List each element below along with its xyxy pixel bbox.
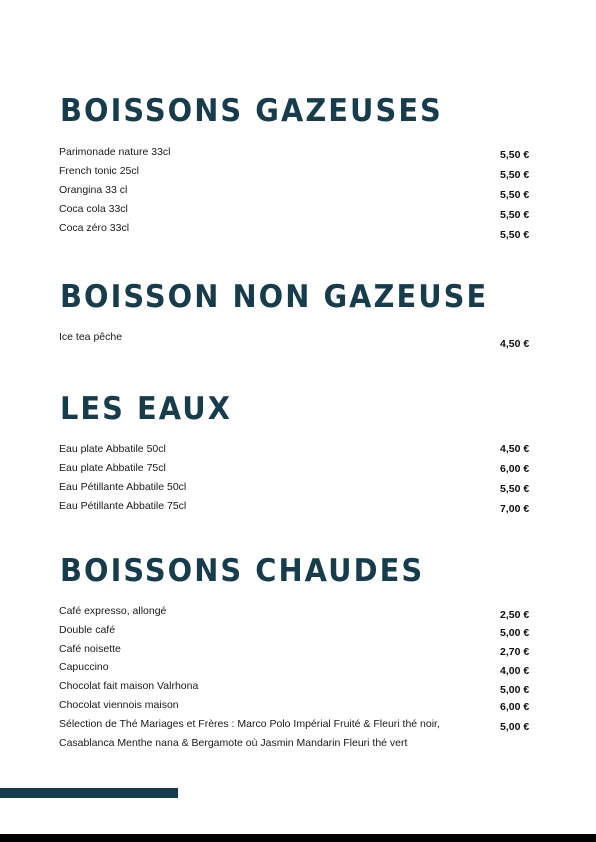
item-name: French tonic 25cl xyxy=(59,165,139,177)
item-name: Parimonade nature 33cl xyxy=(59,146,171,158)
item-name: Chocolat viennois maison xyxy=(59,699,179,711)
item-price: 5,50 € xyxy=(500,189,530,201)
item-price: 5,00 € xyxy=(500,684,530,696)
section-title-boisson-non-gazeuse: BOISSON NON GAZEUSE xyxy=(60,279,489,315)
item-name: Café expresso, allongé xyxy=(59,605,167,617)
item-price: 5,50 € xyxy=(500,149,530,161)
item-name: Double café xyxy=(59,624,116,636)
item-price: 6,00 € xyxy=(500,463,530,475)
item-price: 2,50 € xyxy=(500,609,530,621)
item-name: Sélection de Thé Mariages et Frères : Marco Polo Impérial Fruité & Fleuri thé noir, xyxy=(59,718,440,730)
item-name: Coca zéro 33cl xyxy=(59,222,130,234)
item-price: 5,50 € xyxy=(500,169,530,181)
section-title-les-eaux: LES EAUX xyxy=(60,391,232,427)
item-name: Chocolat fait maison Valrhona xyxy=(59,680,199,692)
item-price: 5,50 € xyxy=(500,229,530,241)
section-title-boissons-gazeuses: BOISSONS GAZEUSES xyxy=(60,93,443,129)
item-price: 4,50 € xyxy=(500,443,530,455)
item-name: Orangina 33 cl xyxy=(59,184,128,196)
item-name: Capuccino xyxy=(59,661,109,673)
bottom-bar xyxy=(0,834,596,842)
item-price: 5,00 € xyxy=(500,627,530,639)
item-price: 2,70 € xyxy=(500,646,530,658)
item-name: Eau Pétillante Abbatile 75cl xyxy=(59,500,187,512)
item-name: Ice tea pêche xyxy=(59,331,123,343)
item-price: 4,00 € xyxy=(500,665,530,677)
item-name: Café noisette xyxy=(59,643,121,655)
item-price: 4,50 € xyxy=(500,338,530,350)
item-price: 5,50 € xyxy=(500,209,530,221)
item-price: 6,00 € xyxy=(500,701,530,713)
item-price: 7,00 € xyxy=(500,503,530,515)
item-name: Eau Pétillante Abbatile 50cl xyxy=(59,481,187,493)
item-name: Coca cola 33cl xyxy=(59,203,128,215)
item-price: 5,00 € xyxy=(500,721,530,733)
section-title-boissons-chaudes: BOISSONS CHAUDES xyxy=(60,553,425,589)
item-price: 5,50 € xyxy=(500,483,530,495)
accent-bar xyxy=(0,788,178,798)
item-name: Eau plate Abbatile 75cl xyxy=(59,462,166,474)
item-name-continued: Casablanca Menthe nana & Bergamote où Jasmin Mandarin Fleuri thé vert xyxy=(59,737,408,749)
item-name: Eau plate Abbatile 50cl xyxy=(59,443,166,455)
